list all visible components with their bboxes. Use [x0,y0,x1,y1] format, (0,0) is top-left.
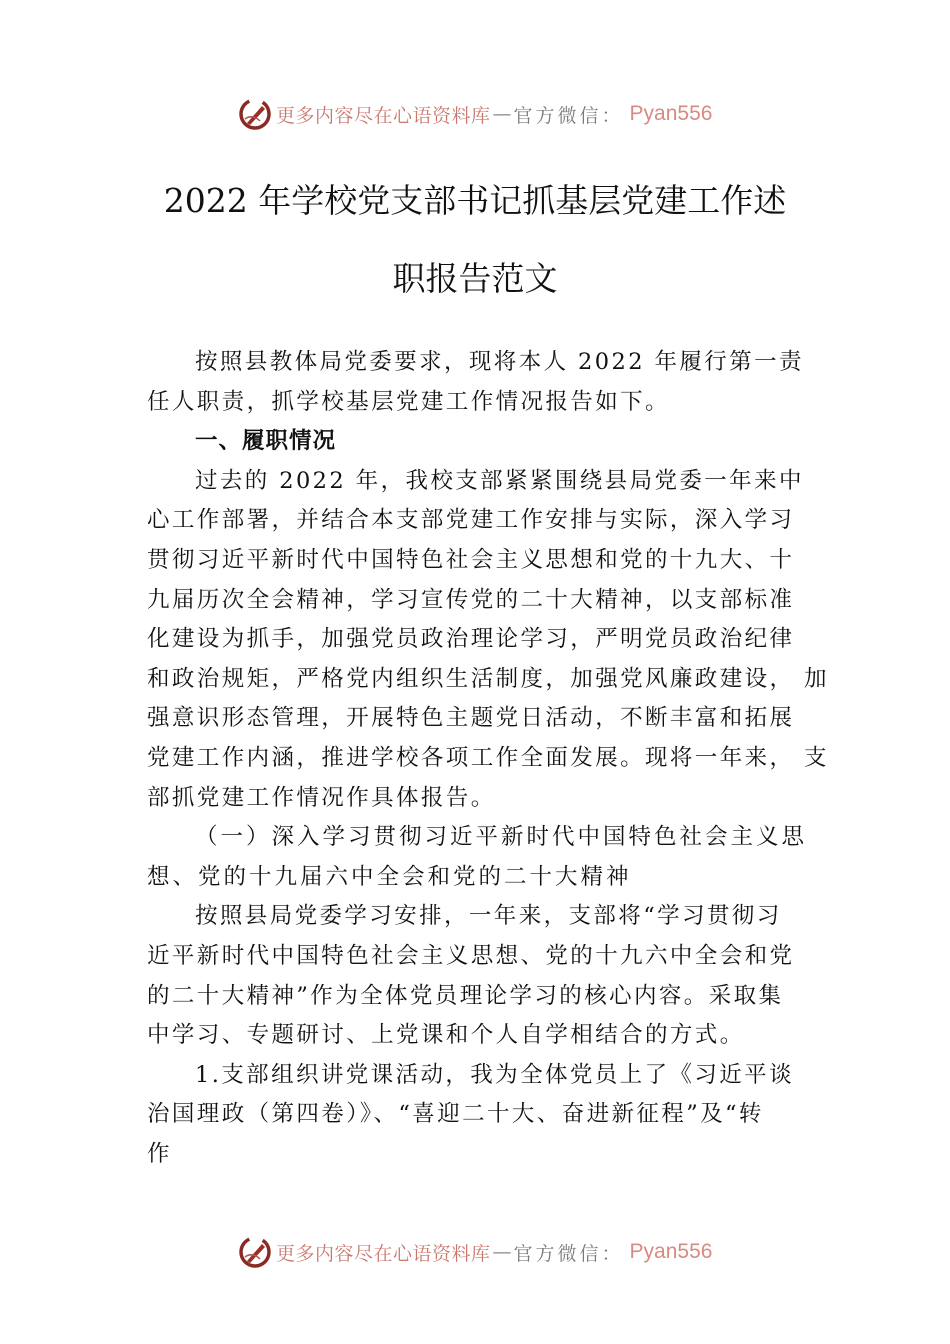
heading-line: 一、履职情况 [195,428,337,455]
banner-brand-text: 更多内容尽在心语资料库 [276,1242,491,1265]
paragraph-line: 过去的 2022 年，我校支部紧紧围绕县局党委一年来中 [195,467,804,494]
paragraph-line: 强意识形态管理，开展特色主题党日活动，不断丰富和拓展 [147,705,795,732]
paragraph-line: 治国理政（第四卷）》、“喜迎二十大、奋进新征程”及“转 [147,1101,764,1128]
title-line-1: 2022 年学校党支部书记抓基层党建工作述 [163,181,787,220]
document-body [147,343,829,1174]
subheading-line: （一）深入学习贯彻习近平新时代中国特色社会主义思 [195,824,808,851]
header-watermark-banner [238,94,712,134]
paragraph-line: 按照县教体局党委要求，现将本人 2022 年履行第一责 [195,349,804,375]
paragraph-line: 心工作部署，并结合本支部党建工作安排与实际，深入学习 [147,507,795,534]
banner-dash: — [492,1241,512,1263]
paragraph-line: 作 [147,1140,172,1167]
paragraph-line: 部抓党建工作情况作具体报告。 [147,784,496,811]
quill-pen-logo-icon [238,1235,272,1269]
paragraph-line: 任人职责，抓学校基层党建工作情况报告如下。 [147,388,670,415]
paragraph-line: 的二十大精神”作为全体党员理论学习的核心内容。采取集 [147,982,784,1009]
paragraph-line: 贯彻习近平新时代中国特色社会主义思想和党的十九大、十 [147,546,795,573]
paragraph-line: 中学习、专题研讨、上党课和个人自学相结合的方式。 [147,1022,745,1049]
quill-pen-logo-icon [238,97,272,131]
banner-wechat-id: Pyan556 [629,1240,713,1263]
paragraph-line: 和政治规矩，严格党内组织生活制度，加强党风廉政建设， 加 [147,665,829,692]
paragraph-line: 九届历次全会精神，学习宣传党的二十大精神，以支部标准 [147,586,795,613]
subheading-line: 想、党的十九届六中全会和党的二十大精神 [147,863,632,890]
paragraph-line: 近平新时代中国特色社会主义思想、党的十九六中全会和党 [147,942,795,969]
paragraph-line: 化建设为抓手，加强党员政治理论学习，严明党员政治纪律 [147,626,795,653]
banner-wechat-label: 官方微信： [513,1242,624,1265]
paragraph-line: 1.支部组织讲党课活动，我为全体党员上了《习近平谈 [195,1061,794,1088]
banner-brand-text: 更多内容尽在心语资料库 [276,104,491,127]
document-title [140,162,810,318]
paragraph-line: 党建工作内涵，推进学校各项工作全面发展。现将一年来， 支 [147,744,829,771]
footer-watermark-banner [238,1232,712,1272]
banner-wechat-id: Pyan556 [629,102,713,125]
paragraph-line: 按照县局党委学习安排，一年来，支部将“学习贯彻习 [195,903,782,930]
title-line-2: 职报告范文 [392,259,558,298]
banner-wechat-label: 官方微信： [513,104,624,127]
banner-dash: — [492,103,512,125]
